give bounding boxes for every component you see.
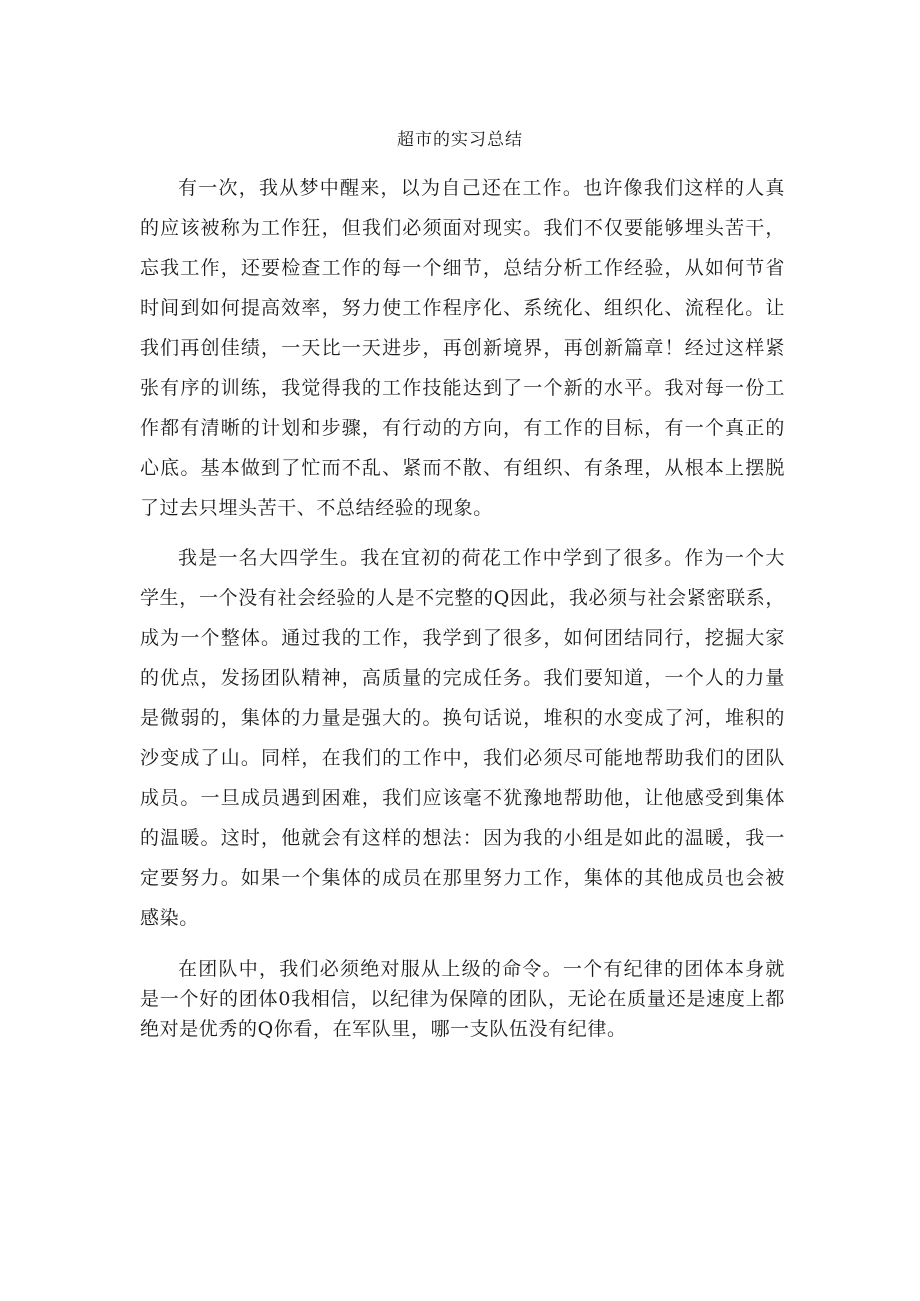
paragraph-3: 在团队中，我们必须绝对服从上级的命令。一个有纪律的团体本身就是一个好的团体0我相信，以纪律为保障的团队，无论在质量还是速度上都绝对是优秀的Q你看，在军队里，哪一支队伍没有纪律。 — [140, 958, 785, 1040]
document-body — [140, 168, 785, 1044]
document-title: 超市的实习总结 — [397, 130, 523, 150]
paragraph-2: 我是一名大四学生。我在宜初的荷花工作中学到了很多。作为一个大学生，一个没有社会经验的人是不完整的Q因此，我必须与社会紧密联系，成为一个整体。通过我的工作，我学到了很多，如何团结同行，挖掘大家的优点，发扬团队精神，高质量的完成任务。我们要知道，一个人的力量是微弱的，集体的力量是强大的。换句话说，堆积的水变成了河，堆积的沙变成了山。同样，在我们的工作中，我们必须尽可能地帮助我们的团队成员。一旦成员遇到困难，我们应该毫不犹豫地帮助他，让他感受到集体的温暖。这时，他就会有这样的想法：因为我的小组是如此的温暖，我一定要努力。如果一个集体的成员在那里努力工作，集体的其他成员也会被感染。 — [140, 547, 785, 929]
paragraph-1: 有一次，我从梦中醒来，以为自己还在工作。也许像我们这样的人真的应该被称为工作狂，但我们必须面对现实。我们不仅要能够埋头苦干，忘我工作，还要检查工作的每一个细节，总结分析工作经验，从如何节省时间到如何提高效率，努力使工作程序化、系统化、组织化、流程化。让我们再创佳绩，一天比一天进步，再创新境界，再创新篇章！经过这样紧张有序的训练，我觉得我的工作技能达到了一个新的水平。我对每一份工作都有清晰的计划和步骤，有行动的方向，有工作的目标，有一个真正的心底。基本做到了忙而不乱、紧而不散、有组织、有条理，从根本上摆脱了过去只埋头苦干、不总结经验的现象。 — [140, 177, 785, 519]
